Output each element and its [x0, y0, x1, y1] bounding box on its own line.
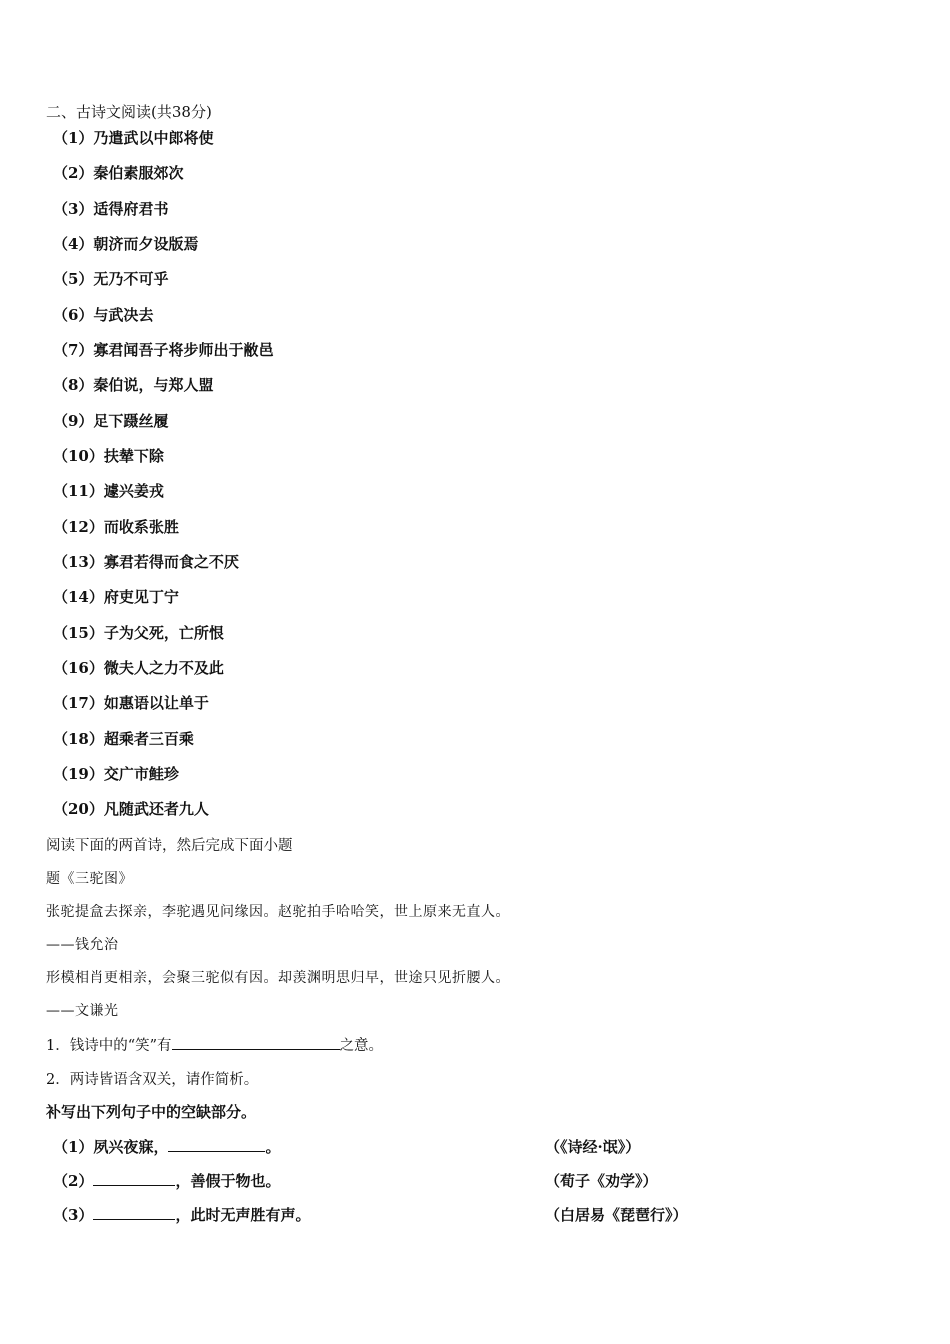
poem-1-author: ——钱允治: [46, 937, 119, 953]
list-item: （11）遽兴姜戎: [53, 482, 164, 500]
answer-blank[interactable]: [172, 1037, 340, 1050]
fill-prefix: （2）: [53, 1172, 94, 1190]
fill-prefix: （1）夙兴夜寐，: [53, 1138, 169, 1156]
list-item: （19）交广市鲑珍: [53, 765, 179, 783]
question-1-suffix: 之意。: [339, 1038, 384, 1054]
answer-blank[interactable]: [93, 1173, 175, 1186]
fill-prefix: （3）: [53, 1206, 94, 1224]
fill-row: [53, 1204, 753, 1225]
list-item: （2）秦伯素服郊次: [53, 164, 184, 182]
list-item: （6）与武决去: [53, 306, 154, 324]
list-item: （15）子为父死，亡所恨: [53, 624, 224, 642]
reading-intro: 阅读下面的两首诗，然后完成下面小题: [46, 838, 293, 854]
fill-suffix: 。: [265, 1138, 281, 1156]
list-item: （7）寡君闻吾子将步师出于敝邑: [53, 341, 274, 359]
list-item: （1）乃遣武以中郎将使: [53, 129, 214, 147]
poem-2-author: ——文谦光: [46, 1003, 119, 1019]
fill-suffix: ，善假于物也。: [175, 1172, 281, 1190]
list-item: （9）足下蹑丝履: [53, 412, 169, 430]
list-item: （12）而收系张胜: [53, 518, 179, 536]
list-item: （20）凡随武还者九人: [53, 800, 209, 818]
section-title: 二、古诗文阅读(共38分): [46, 103, 212, 121]
fill-source: （荀子《劝学》）: [545, 1172, 658, 1190]
list-item: （3）适得府君书: [53, 200, 169, 218]
fill-heading: 补写出下列句子中的空缺部分。: [46, 1103, 257, 1121]
fill-source: （《诗经·氓》）: [545, 1138, 641, 1156]
list-item: （8）秦伯说，与郑人盟: [53, 376, 214, 394]
list-item: （18）超乘者三百乘: [53, 730, 194, 748]
list-item: （10）扶辇下除: [53, 447, 164, 465]
list-item: （17）如惠语以让单于: [53, 694, 209, 712]
question-2: 2．两诗皆语含双关，请作简析。: [46, 1072, 259, 1088]
fill-suffix: ，此时无声胜有声。: [175, 1206, 311, 1224]
question-1-text: 1．钱诗中的“笑”有: [46, 1038, 172, 1054]
list-item: （4）朝济而夕设版焉: [53, 235, 199, 253]
fill-row: [53, 1170, 753, 1191]
list-item: （16）微夫人之力不及此: [53, 659, 224, 677]
fill-source: （白居易《琵琶行》）: [545, 1206, 688, 1224]
list-item: （5）无乃不可乎: [53, 270, 169, 288]
answer-blank[interactable]: [168, 1139, 265, 1152]
question-1: [46, 1034, 383, 1055]
fill-row: [53, 1136, 753, 1157]
list-item: （14）府吏见丁宁: [53, 588, 179, 606]
poem-title: 题《三驼图》: [46, 871, 133, 887]
answer-blank[interactable]: [93, 1207, 175, 1220]
list-item: （13）寡君若得而食之不厌: [53, 553, 239, 571]
poem-2-text: 形模相肖更相亲，会聚三驼似有因。却羡渊明思归早，世途只见折腰人。: [46, 970, 510, 986]
poem-1-text: 张驼提盒去探亲，李驼遇见问缘因。赵驼拍手哈哈笑，世上原来无直人。: [46, 904, 510, 920]
